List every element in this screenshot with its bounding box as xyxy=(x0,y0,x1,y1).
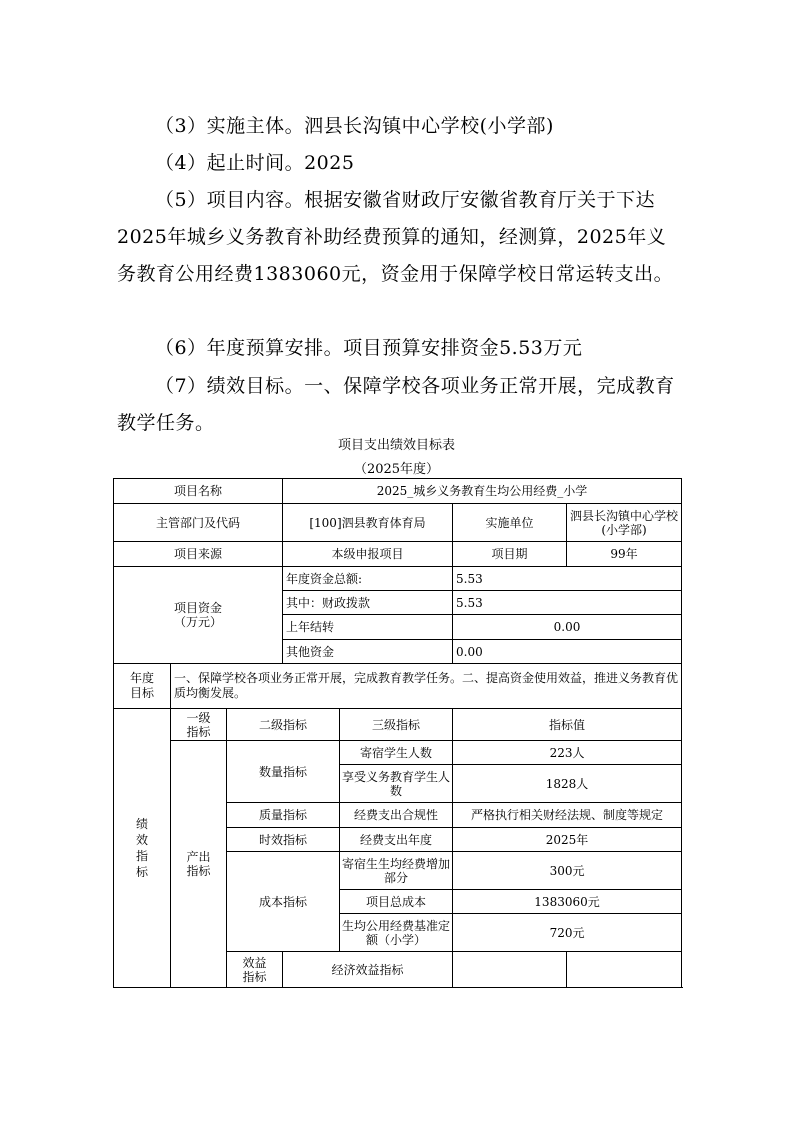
annual-goal-label: 年度目标 xyxy=(129,671,154,700)
carryover-value: 0.00 xyxy=(453,615,682,640)
output-label-cell xyxy=(171,741,227,988)
table-subtitle: （2025年度） xyxy=(353,462,440,477)
performance-table xyxy=(113,478,682,988)
perf-label-cell xyxy=(114,709,171,988)
quality-label: 质量指标 xyxy=(227,803,340,828)
per-student-label: 生均公用经费基准定额（小学） xyxy=(340,914,453,952)
paragraph-goal: （7）绩效目标。一、保障学校各项业务正常开展，完成教育教学任务。 xyxy=(117,375,675,434)
funds-label-cell xyxy=(114,567,283,664)
source-label: 项目来源 xyxy=(114,542,283,567)
header-value: 指标值 xyxy=(453,709,682,741)
fiscal-label: 其中：财政拨款 xyxy=(283,591,453,615)
total-cost-value: 1383060元 xyxy=(453,890,682,914)
quantity-label: 数量指标 xyxy=(227,741,340,803)
compulsory-students-label: 享受义务教育学生人数 xyxy=(340,765,453,803)
funds-label: 项目资金 xyxy=(173,601,222,615)
annual-total-value: 5.53 xyxy=(453,567,682,591)
timeliness-label: 时效指标 xyxy=(227,828,340,852)
compliance-value: 严格执行相关财经法规、制度等规定 xyxy=(453,803,682,828)
project-name-label: 项目名称 xyxy=(114,479,283,504)
funds-unit: （万元） xyxy=(173,615,222,629)
period-value: 99年 xyxy=(567,542,682,567)
source-value: 本级申报项目 xyxy=(283,542,453,567)
annual-goal-value: 一、保障学校各项业务正常开展，完成教育教学任务。二、提高资金使用效益，推进义务教育优质均衡发展。 xyxy=(171,664,682,709)
boarding-increase-label: 寄宿生生均经费增加部分 xyxy=(340,852,453,890)
paragraph-period: （4）起止时间。2025 xyxy=(155,152,355,174)
dept-label: 主管部门及代码 xyxy=(114,504,283,542)
compulsory-students-value: 1828人 xyxy=(453,765,682,803)
paragraph-content: （5）项目内容。根据安徽省财政厅安徽省教育厅关于下达2025年城乡义务教育补助经费预算的通知，经测算，2025年义务教育公用经费1383060元，资金用于保障学校日常运转支出。 xyxy=(117,189,674,285)
table-title: 项目支出绩效目标表 xyxy=(337,438,455,453)
annual-total-label: 年度资金总额: xyxy=(283,567,453,591)
boarding-students-value: 223人 xyxy=(453,741,682,765)
dept-value: [100]泗县教育体育局 xyxy=(283,504,453,542)
other-funds-value: 0.00 xyxy=(453,640,682,664)
paragraph-implementer: （3）实施主体。泗县长沟镇中心学校(小学部) xyxy=(155,115,554,137)
project-name-value: 2025_城乡义务教育生均公用经费_小学 xyxy=(283,479,682,504)
economic-benefit-value xyxy=(567,952,682,988)
impl-unit-label: 实施单位 xyxy=(453,504,567,542)
economic-benefit-level3 xyxy=(453,952,567,988)
fiscal-value: 5.53 xyxy=(453,591,682,615)
header-level3: 三级指标 xyxy=(340,709,453,741)
perf-label: 绩效指标 xyxy=(135,817,148,879)
spend-year-label: 经费支出年度 xyxy=(340,828,453,852)
paragraph-budget: （6）年度预算安排。项目预算安排资金5.53万元 xyxy=(155,337,583,359)
cost-label: 成本指标 xyxy=(227,852,340,952)
benefit-label: 效益指标 xyxy=(242,955,267,984)
boarding-students-label: 寄宿学生人数 xyxy=(340,741,453,765)
benefit-label-cell xyxy=(227,952,283,988)
header-level1-cell xyxy=(171,709,227,741)
economic-benefit-label: 经济效益指标 xyxy=(283,952,453,988)
output-label: 产出指标 xyxy=(186,850,211,878)
period-label: 项目期 xyxy=(453,542,567,567)
boarding-increase-value: 300元 xyxy=(453,852,682,890)
header-level2: 二级指标 xyxy=(227,709,340,741)
compliance-label: 经费支出合规性 xyxy=(340,803,453,828)
header-level1: 一级指标 xyxy=(186,710,211,739)
total-cost-label: 项目总成本 xyxy=(340,890,453,914)
annual-goal-label-cell xyxy=(114,664,171,709)
per-student-value: 720元 xyxy=(453,914,682,952)
spend-year-value: 2025年 xyxy=(453,828,682,852)
other-funds-label: 其他资金 xyxy=(283,640,453,664)
impl-unit-value: 泗县长沟镇中心学校(小学部) xyxy=(567,504,682,542)
carryover-label: 上年结转 xyxy=(283,615,453,640)
